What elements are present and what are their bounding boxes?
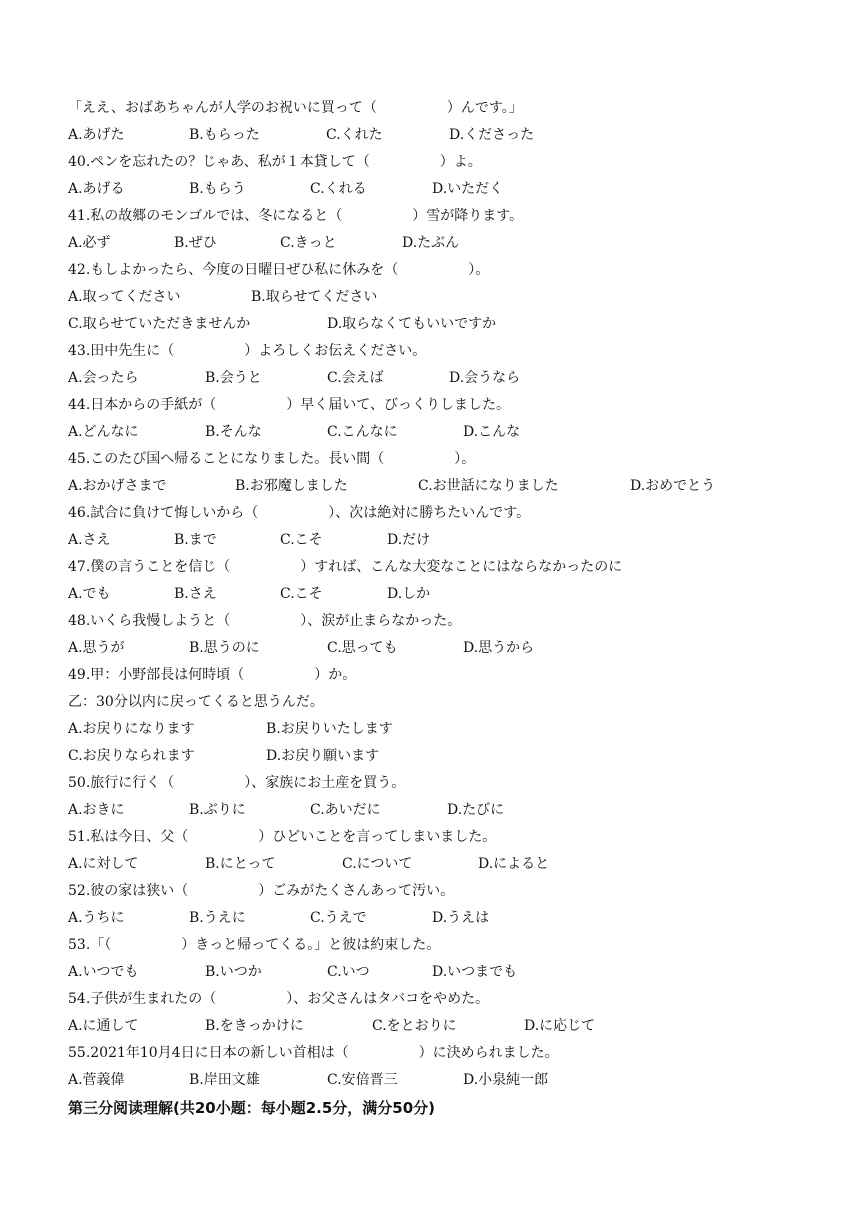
option-a[interactable]: A.どんなに xyxy=(68,424,139,440)
options-row xyxy=(68,420,521,444)
option-a[interactable]: A.でも xyxy=(68,586,111,602)
options-row xyxy=(68,960,518,984)
option-a[interactable]: A.取ってください xyxy=(68,289,181,305)
option-d[interactable]: D.たぶん xyxy=(402,235,460,251)
option-c[interactable]: C.お世話になりました xyxy=(418,478,559,494)
option-d[interactable]: D.おめでとう xyxy=(630,478,716,494)
option-a[interactable]: A.思うが xyxy=(68,640,125,656)
option-b[interactable]: B.そんな xyxy=(205,424,262,440)
option-c[interactable]: C.くれる xyxy=(310,181,367,197)
option-d[interactable]: D.によると xyxy=(478,856,550,872)
options-row xyxy=(68,285,378,309)
option-b[interactable]: B.お邪魔しました xyxy=(235,478,348,494)
option-a[interactable]: A.あげる xyxy=(68,181,125,197)
option-b[interactable]: B.いつか xyxy=(205,964,262,980)
option-c[interactable]: C.こそ xyxy=(280,586,323,602)
option-c[interactable]: C.きっと xyxy=(280,235,337,251)
option-d[interactable]: D.取らなくてもいいですか xyxy=(327,316,497,332)
option-c[interactable]: C.思っても xyxy=(327,640,398,656)
option-c[interactable]: C.について xyxy=(342,856,413,872)
option-d[interactable]: D.に応じて xyxy=(524,1018,596,1034)
option-d[interactable]: D.たびに xyxy=(447,802,505,818)
option-a[interactable]: A.いつでも xyxy=(68,964,139,980)
options-row xyxy=(68,123,535,147)
option-b[interactable]: B.をきっかけに xyxy=(205,1018,304,1034)
options-row xyxy=(68,1068,549,1092)
option-b[interactable]: B.さえ xyxy=(174,586,217,602)
option-d[interactable]: D.こんな xyxy=(463,424,521,440)
options-row xyxy=(68,852,550,876)
options-row xyxy=(68,474,716,498)
option-d[interactable]: D.だけ xyxy=(387,532,431,548)
question-text: 51.私は今日、父（ ）ひどいことを言ってしまいました。 xyxy=(68,829,497,845)
option-c[interactable]: C.うえで xyxy=(310,910,367,926)
option-c[interactable]: C.会えば xyxy=(327,370,384,386)
option-d[interactable]: D.会うなら xyxy=(449,370,521,386)
question-text: 42.もしよかったら、今度の日曜日ぜひ私に休みを（ ）。 xyxy=(68,262,490,278)
option-a[interactable]: A.菅義偉 xyxy=(68,1072,125,1088)
option-a[interactable]: A.うちに xyxy=(68,910,125,926)
option-d[interactable]: D.小泉純一郎 xyxy=(463,1072,549,1088)
options-row xyxy=(68,177,504,201)
option-b[interactable]: B.にとって xyxy=(205,856,276,872)
option-b[interactable]: B.お戻りいたします xyxy=(266,721,393,737)
option-b[interactable]: B.もらった xyxy=(189,127,260,143)
options-row xyxy=(68,906,490,930)
option-b[interactable]: B.岸田文雄 xyxy=(189,1072,260,1088)
section-heading: 第三分阅读理解(共20小题：每小题2.5分，满分50分) xyxy=(68,1099,436,1117)
question-text: 55.2021年10月4日に日本の新しい首相は（ ）に決められました。 xyxy=(68,1045,559,1061)
question-text-extra: 乙：30分以内に戻ってくると思うんだ。 xyxy=(68,694,324,710)
option-b[interactable]: B.うえに xyxy=(189,910,246,926)
question-text: 47.僕の言うことを信じ（ ）すれば、こんな大変なことにはならなかったのに xyxy=(68,559,623,575)
option-b[interactable]: B.ぜひ xyxy=(174,235,217,251)
options-row xyxy=(68,717,393,741)
option-d[interactable]: D.しか xyxy=(387,586,431,602)
option-c[interactable]: C.をとおりに xyxy=(372,1018,457,1034)
question-text: 43.田中先生に（ ）よろしくお伝えください。 xyxy=(68,343,427,359)
question-text: 46.試合に負けて悔しいから（ ）、次は絶対に勝ちたいんです。 xyxy=(68,505,531,521)
options-row xyxy=(68,582,431,606)
option-d[interactable]: D.うえは xyxy=(432,910,490,926)
option-c[interactable]: C.あいだに xyxy=(310,802,381,818)
question-text: 53.「（ ）きっと帰ってくる。」と彼は約束した。 xyxy=(68,937,441,953)
options-row xyxy=(68,744,380,768)
option-c[interactable]: C.取らせていただきませんか xyxy=(68,316,251,332)
question-text: 40.ペンを忘れたの？じゃあ、私が１本貸して（ ）よ。 xyxy=(68,154,482,170)
option-c[interactable]: C.安倍晋三 xyxy=(327,1072,398,1088)
option-c[interactable]: C.いつ xyxy=(327,964,370,980)
options-row xyxy=(68,312,497,336)
question-text: 54.子供が生まれたの（ ）、お父さんはタバコをやめた。 xyxy=(68,991,490,1007)
question-text: 「ええ、おばあちゃんが人学のお祝いに買って（ ）んです。」 xyxy=(68,100,523,116)
option-a[interactable]: A.に対して xyxy=(68,856,139,872)
question-text: 44.日本からの手紙が（ ）早く届いて、びっくりしました。 xyxy=(68,397,510,413)
option-a[interactable]: A.さえ xyxy=(68,532,111,548)
option-d[interactable]: D.お戻り願います xyxy=(266,748,380,764)
option-d[interactable]: D.いただく xyxy=(432,181,504,197)
options-row xyxy=(68,1014,596,1038)
option-b[interactable]: B.思うのに xyxy=(189,640,260,656)
option-a[interactable]: A.必ず xyxy=(68,235,111,251)
option-a[interactable]: A.あげた xyxy=(68,127,125,143)
option-a[interactable]: A.に通して xyxy=(68,1018,139,1034)
question-text: 41.私の故郷のモンゴルでは、冬になると（ ）雪が降ります。 xyxy=(68,208,524,224)
option-a[interactable]: A.会ったら xyxy=(68,370,139,386)
question-text: 45.このたび国へ帰ることになりました。長い間（ ）。 xyxy=(68,451,476,467)
option-a[interactable]: A.おかげさまで xyxy=(68,478,167,494)
question-text: 52.彼の家は狭い（ ）ごみがたくさんあって汚い。 xyxy=(68,883,455,899)
option-b[interactable]: B.取らせてください xyxy=(251,289,378,305)
option-d[interactable]: D.くださった xyxy=(449,127,535,143)
option-d[interactable]: D.いつまでも xyxy=(432,964,518,980)
option-b[interactable]: B.まで xyxy=(174,532,217,548)
option-c[interactable]: C.お戻りなられます xyxy=(68,748,195,764)
option-c[interactable]: C.こそ xyxy=(280,532,323,548)
option-b[interactable]: B.もらう xyxy=(189,181,246,197)
option-b[interactable]: B.会うと xyxy=(205,370,262,386)
options-row xyxy=(68,231,460,255)
options-row xyxy=(68,366,521,390)
options-row xyxy=(68,636,535,660)
option-a[interactable]: A.おきに xyxy=(68,802,125,818)
option-a[interactable]: A.お戻りになります xyxy=(68,721,195,737)
options-row xyxy=(68,798,505,822)
option-c[interactable]: C.こんなに xyxy=(327,424,398,440)
option-c[interactable]: C.くれた xyxy=(326,127,383,143)
question-text: 48.いくら我慢しようと（ ）、涙が止まらなかった。 xyxy=(68,613,462,629)
options-row xyxy=(68,528,431,552)
question-text: 50.旅行に行く（ ）、家族にお土産を買う。 xyxy=(68,775,406,791)
option-b[interactable]: B.ぶりに xyxy=(189,802,246,818)
question-text: 49.甲：小野部長は何時頃（ ）か。 xyxy=(68,667,357,683)
option-d[interactable]: D.思うから xyxy=(463,640,535,656)
